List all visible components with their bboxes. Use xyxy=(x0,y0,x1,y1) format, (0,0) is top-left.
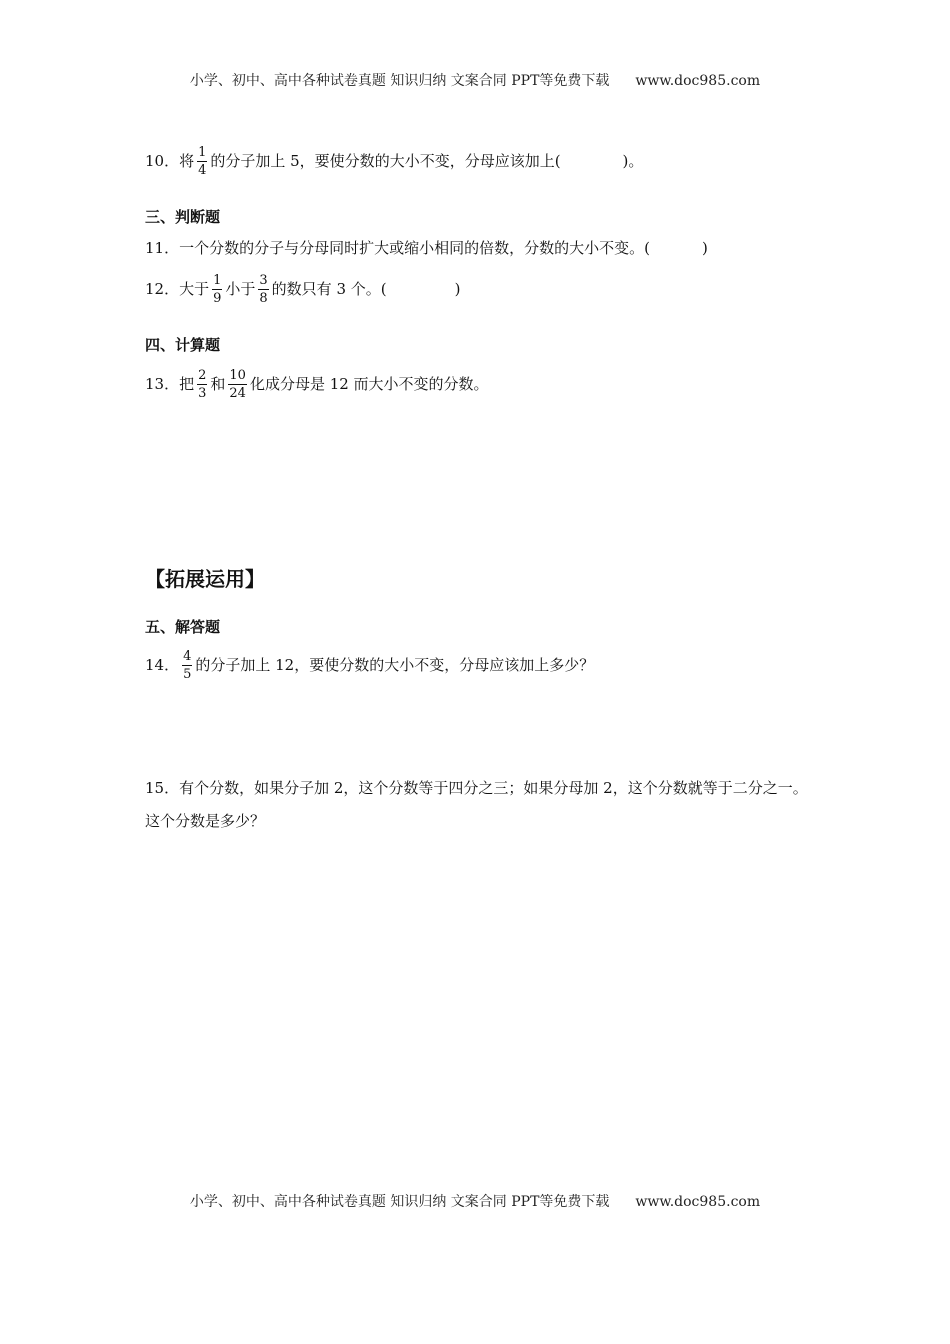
q12-text: 的数只有 3 个。( xyxy=(271,280,387,298)
extension-heading: 【拓展运用】 xyxy=(145,567,265,591)
section-5-heading: 五、解答题 xyxy=(145,618,221,636)
q13-f2-denominator: 24 xyxy=(229,386,246,401)
question-15: 15．有个分数，如果分子加 2，这个分数等于四分之三；如果分母加 2，这个分数就等于二分之一。这个分数是多少？ xyxy=(145,779,808,830)
q14-frac-numerator: 4 xyxy=(183,649,192,664)
section-3-heading: 三、判断题 xyxy=(145,208,221,226)
q13-mid: 和 xyxy=(210,375,226,393)
section-4-heading: 四、计算题 xyxy=(145,336,221,354)
q11-close: ) xyxy=(701,239,708,257)
q12-f1-denominator: 9 xyxy=(213,291,222,306)
q10-frac-numerator: 1 xyxy=(198,145,207,160)
footer-text: 小学、初中、高中各种试卷真题 知识归纳 文案合同 PPT等免费下载 xyxy=(189,1194,610,1210)
q13-f2-numerator: 10 xyxy=(229,368,246,383)
question-14 xyxy=(145,650,594,681)
q12-f2-numerator: 3 xyxy=(259,273,268,288)
question-11 xyxy=(145,241,708,256)
q13-f1-denominator: 3 xyxy=(198,386,207,401)
question-13 xyxy=(145,369,489,400)
q10-number: 10．将 xyxy=(145,152,195,170)
q13-text: 化成分母是 12 而大小不变的分数。 xyxy=(249,375,489,393)
q12-close: ) xyxy=(454,280,461,298)
q14-fraction xyxy=(182,650,192,681)
question-10 xyxy=(145,146,643,177)
question-12 xyxy=(145,274,460,305)
q12-f2-denominator: 8 xyxy=(259,291,268,306)
page-footer xyxy=(0,1191,950,1211)
q14-text: 的分子加上 12，要使分数的大小不变，分母应该加上多少？ xyxy=(195,656,595,674)
q10-text: 的分子加上 5，要使分数的大小不变，分母应该加上( xyxy=(210,152,561,170)
q14-number: 14． xyxy=(145,656,180,674)
q13-f1-numerator: 2 xyxy=(198,368,207,383)
q11-text: 11．一个分数的分子与分母同时扩大或缩小相同的倍数，分数的大小不变。( xyxy=(145,239,650,257)
q13-number: 13．把 xyxy=(145,375,195,393)
q10-close: )。 xyxy=(622,152,644,170)
q13-fraction-2 xyxy=(228,369,247,400)
q10-frac-denominator: 4 xyxy=(198,163,207,178)
q12-fraction-1 xyxy=(212,274,222,305)
q13-fraction-1 xyxy=(197,369,207,400)
footer-site: www.doc985.com xyxy=(635,1194,761,1210)
q10-fraction xyxy=(197,146,207,177)
header-site: www.doc985.com xyxy=(635,73,761,89)
page-header xyxy=(0,70,950,90)
q12-f1-numerator: 1 xyxy=(213,273,222,288)
q12-number: 12．大于 xyxy=(145,280,210,298)
q14-frac-denominator: 5 xyxy=(183,667,192,682)
q12-fraction-2 xyxy=(258,274,268,305)
q12-mid: 小于 xyxy=(225,280,256,298)
header-text: 小学、初中、高中各种试卷真题 知识归纳 文案合同 PPT等免费下载 xyxy=(189,73,610,89)
